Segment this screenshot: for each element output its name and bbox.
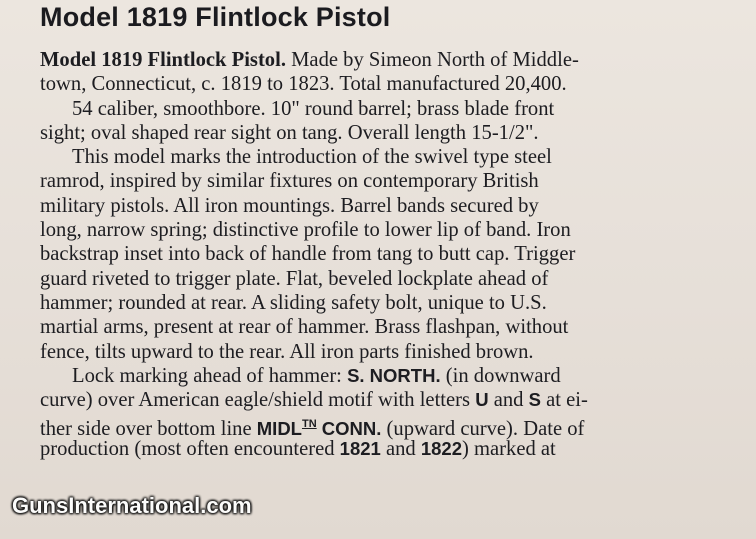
entry-lead: Model 1819 Flintlock Pistol. bbox=[40, 49, 286, 71]
text-line-16 bbox=[40, 412, 750, 441]
text-line-2: town, Connecticut, c. 1819 to 1823. Total manufactured 20,400. bbox=[40, 73, 567, 96]
text-run: (in downward bbox=[440, 364, 561, 387]
marking-superscript: TN bbox=[301, 418, 317, 431]
marking-conn: CONN. bbox=[316, 418, 382, 440]
text-line-17 bbox=[40, 437, 750, 461]
text-run: ther side over bottom line bbox=[40, 418, 257, 441]
marking-letter-u: U bbox=[475, 389, 489, 411]
marking-letter-s: S bbox=[528, 389, 541, 411]
date-1822: 1822 bbox=[420, 437, 463, 459]
text-run: curve) over American eagle/shield motif with letters bbox=[40, 389, 476, 412]
date-1821: 1821 bbox=[339, 437, 381, 459]
text-line-1 bbox=[40, 48, 750, 72]
lock-marking: S. NORTH. bbox=[347, 364, 441, 386]
text-line-7: military pistols. All iron mountings. Barrel bands secured by bbox=[40, 194, 539, 217]
text-run: Lock marking ahead of hammer: bbox=[72, 364, 348, 387]
text-line-4: sight; oval shaped rear sight on tang. Overall length 15-1/2". bbox=[40, 121, 539, 144]
text-line-9: backstrap inset into back of handle from tang to butt cap. Trigger bbox=[40, 243, 576, 266]
text-line-3: 54 caliber, smoothbore. 10" round barrel; brass blade front bbox=[72, 97, 555, 120]
page-title: Model 1819 Flintlock Pistol bbox=[40, 2, 391, 32]
text-line-11: hammer; rounded at rear. A sliding safety bolt, unique to U.S. bbox=[40, 291, 547, 314]
text-run: and bbox=[488, 389, 529, 412]
text-line-13: fence, tilts upward to the rear. All iron parts finished brown. bbox=[40, 340, 534, 363]
text-run: and bbox=[380, 437, 421, 460]
text-line-14 bbox=[40, 364, 750, 388]
watermark-logo: GunsInternational.com bbox=[12, 493, 252, 518]
text-run: production (most often encountered bbox=[40, 437, 340, 460]
text-line-8: long, narrow spring; distinctive profile to lower lip of band. Iron bbox=[40, 219, 571, 242]
text-line-5: This model marks the introduction of the swivel type steel bbox=[72, 146, 552, 169]
text-line-12: martial arms, present at rear of hammer. Brass flashpan, without bbox=[40, 316, 569, 339]
text-line-15 bbox=[40, 388, 750, 412]
text-line-10: guard riveted to trigger plate. Flat, beveled lockplate ahead of bbox=[40, 267, 549, 290]
text-line-6: ramrod, inspired by similar fixtures on contemporary British bbox=[40, 170, 539, 193]
marking-midl: MIDL bbox=[256, 418, 302, 440]
text-run: at ei- bbox=[540, 389, 588, 412]
article-body bbox=[40, 48, 750, 461]
text-run: Made by Simeon North of Middle- bbox=[285, 49, 579, 71]
text-run: ) marked at bbox=[462, 437, 556, 460]
text-run: (upward curve). Date of bbox=[381, 418, 585, 441]
